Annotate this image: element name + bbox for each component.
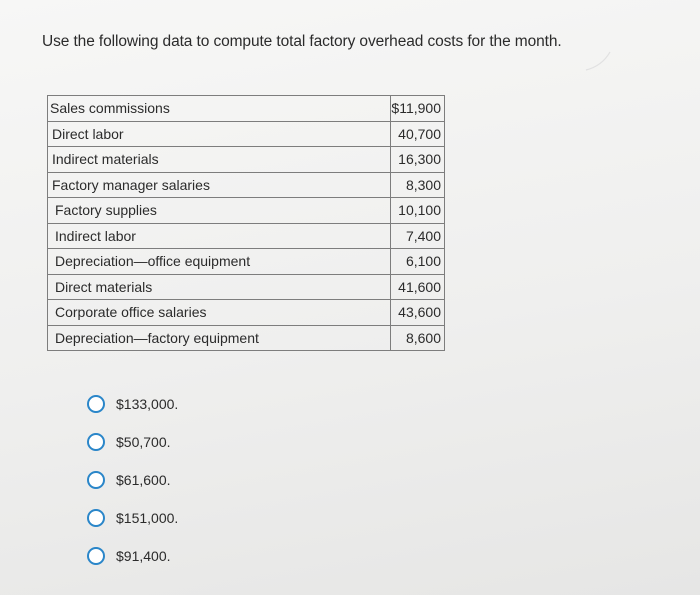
table-row — [48, 198, 445, 224]
row-value: 16,300 — [391, 147, 445, 173]
row-label: Direct materials — [48, 274, 391, 300]
cost-data-table — [47, 95, 445, 351]
answer-option-3[interactable] — [87, 461, 178, 499]
answer-option-1[interactable] — [87, 385, 178, 423]
row-label: Factory manager salaries — [48, 172, 391, 198]
answer-options — [87, 385, 178, 575]
row-label: Sales commissions — [48, 96, 391, 122]
row-label: Depreciation—office equipment — [48, 249, 391, 275]
row-value: 7,400 — [391, 223, 445, 249]
table-row — [48, 223, 445, 249]
table-row — [48, 274, 445, 300]
table-row — [48, 249, 445, 275]
table-row — [48, 172, 445, 198]
option-label: $91,400. — [116, 548, 171, 564]
option-label: $50,700. — [116, 434, 171, 450]
question-text: Use the following data to compute total factory overhead costs for the month. — [42, 33, 562, 50]
stylus-mark-icon — [580, 40, 620, 80]
table-row — [48, 325, 445, 351]
radio-button-icon[interactable] — [87, 509, 105, 527]
row-value: 8,300 — [391, 172, 445, 198]
table-row — [48, 96, 445, 122]
row-label: Depreciation—factory equipment — [48, 325, 391, 351]
table-row — [48, 300, 445, 326]
row-value: 8,600 — [391, 325, 445, 351]
row-label: Indirect materials — [48, 147, 391, 173]
row-value: 6,100 — [391, 249, 445, 275]
option-label: $151,000. — [116, 510, 179, 526]
answer-option-5[interactable] — [87, 537, 178, 575]
row-value: $11,900 — [391, 96, 445, 122]
radio-button-icon[interactable] — [87, 395, 105, 413]
answer-option-2[interactable] — [87, 423, 178, 461]
row-value: 40,700 — [391, 121, 445, 147]
answer-option-4[interactable] — [87, 499, 178, 537]
radio-button-icon[interactable] — [87, 433, 105, 451]
radio-button-icon[interactable] — [87, 547, 105, 565]
row-label: Indirect labor — [48, 223, 391, 249]
row-label: Direct labor — [48, 121, 391, 147]
radio-button-icon[interactable] — [87, 471, 105, 489]
row-value: 10,100 — [391, 198, 445, 224]
row-label: Corporate office salaries — [48, 300, 391, 326]
table-row — [48, 121, 445, 147]
option-label: $133,000. — [116, 396, 179, 412]
row-value: 41,600 — [391, 274, 445, 300]
option-label: $61,600. — [116, 472, 171, 488]
row-value: 43,600 — [391, 300, 445, 326]
table-row — [48, 147, 445, 173]
row-label: Factory supplies — [48, 198, 391, 224]
